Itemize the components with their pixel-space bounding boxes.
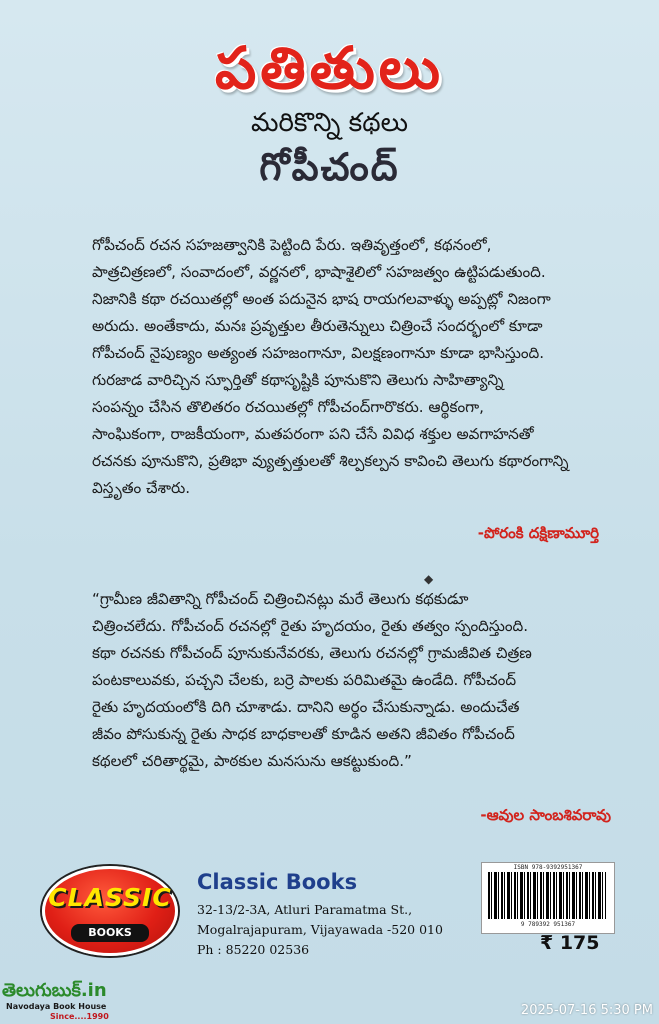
essay-2-credit: -ఆవుల సాంబశివరావు bbox=[480, 806, 611, 824]
essay-line: కథలలో చరితార్థమై, పాఠకుల మనసును ఆకట్టుకుంది.” bbox=[92, 752, 412, 770]
isbn-label: ISBN 978-9392951367 bbox=[513, 864, 583, 871]
essay-paragraph-1 bbox=[92, 232, 598, 502]
book-subtitle: మరికొన్ని కథలు bbox=[250, 108, 409, 138]
publisher-name: Classic Books bbox=[197, 870, 358, 894]
essay-line: గురజాడ వారిచ్చిన స్ఫూర్తితో కథాసృష్టికి పూనుకొని తెలుగు సాహిత్యాన్ని bbox=[92, 371, 504, 389]
classic-books-logo bbox=[42, 866, 178, 956]
essay-line: విస్తృతం చేశారు. bbox=[92, 479, 191, 497]
essay-line: రచనకు పూనుకొని, ప్రతిభా వ్యుత్పత్తులతో శిల్పకల్పన కావించి తెలుగు కథారంగాన్ని bbox=[92, 452, 569, 470]
essay-1-credit: -పోరంకి దక్షిణామూర్తి bbox=[477, 524, 599, 542]
book-title: పతితులు bbox=[215, 34, 444, 102]
site-watermark-subtitle: Navodaya Book House bbox=[6, 1002, 107, 1011]
essay-line: సంపన్నం చేసిన తొలితరం రచయితల్లో గోపీచంద్‌గారొకరు. ఆర్థికంగా, bbox=[92, 398, 484, 416]
essay-line: పాత్రచిత్రణలో, సంవాదంలో, వర్ణనలో, భాషాశైలిలో సహజత్వం ఉట్టిపడుతుంది. bbox=[92, 263, 546, 281]
logo-text-books: BOOKS bbox=[71, 924, 149, 942]
essay-line: నిజానికి కథా రచయితల్లో అంత పదునైన భాష రాయగలవాళ్ళు అప్పట్లో నిజంగా bbox=[92, 290, 551, 308]
logo-text-classic: CLASSIC bbox=[48, 883, 172, 912]
site-watermark-logo: తెలుగుబుక్.in bbox=[2, 980, 107, 1001]
book-price: ₹ 175 bbox=[540, 932, 600, 954]
essay-line: జీవం పోసుకున్న రైతు సాధక బాధకాలతో కూడిన అతని జీవితం గోపీచంద్ bbox=[92, 725, 515, 743]
essay-line: పంటకాలువకు, పచ్చని చేలకు, బర్రె పాలకు పరిమితమై ఉండేది. గోపీచంద్ bbox=[92, 671, 517, 689]
publisher-phone: Ph : 85220 02536 bbox=[197, 942, 310, 957]
essay-line: అరుదు. అంతేకాదు, మనః ప్రవృత్తుల తీరుతెన్నులు చిత్రించే సందర్భంలో కూడా bbox=[92, 317, 543, 335]
isbn-barcode-box bbox=[481, 862, 615, 934]
site-watermark-since: Since....1990 bbox=[50, 1012, 109, 1021]
author-name: గోపీచంద్ bbox=[259, 145, 400, 189]
essay-line: రైతు హృదయంలోకి దిగి చూశాడు. దానిని అర్థం చేసుకున్నాడు. అందుచేత bbox=[92, 698, 520, 716]
ornament-mark: ◆ bbox=[424, 572, 434, 586]
barcode-number: 9 789392 951367 bbox=[520, 921, 576, 928]
barcode-icon bbox=[488, 872, 606, 919]
essay-line: గోపీచంద్ రచన సహజత్వానికి పెట్టింది పేరు. ఇతివృత్తంలో, కథనంలో, bbox=[92, 236, 492, 254]
photo-timestamp: 2025-07-16 5:30 PM bbox=[520, 1003, 653, 1018]
essay-line: సాంఘికంగా, రాజకీయంగా, మతపరంగా పని చేసే వివిధ శక్తుల అవగాహనతో bbox=[92, 425, 534, 443]
publisher-address-line-1: 32-13/2-3A, Atluri Paramatma St., bbox=[197, 902, 413, 917]
publisher-address-line-2: Mogalrajapuram, Vijayawada -520 010 bbox=[197, 922, 443, 937]
essay-paragraph-2 bbox=[92, 586, 598, 775]
essay-line: చిత్రించలేదు. గోపీచంద్ రచనల్లో రైతు హృదయం, రైతు తత్వం స్పందిస్తుంది. bbox=[92, 617, 529, 635]
essay-line: కథా రచనకు గోపీచంద్ పూనుకునేవరకు, తెలుగు రచనల్లో గ్రామజీవిత చిత్రణ bbox=[92, 644, 532, 662]
essay-line: “గ్రామీణ జీవితాన్ని గోపీచంద్ చిత్రించినట్లు మరే తెలుగు కథకుడూ bbox=[92, 590, 469, 608]
essay-line: గోపీచంద్ నైపుణ్యం అత్యంత సహజంగానూ, విలక్షణంగానూ కూడా భాసిస్తుంది. bbox=[92, 344, 545, 362]
